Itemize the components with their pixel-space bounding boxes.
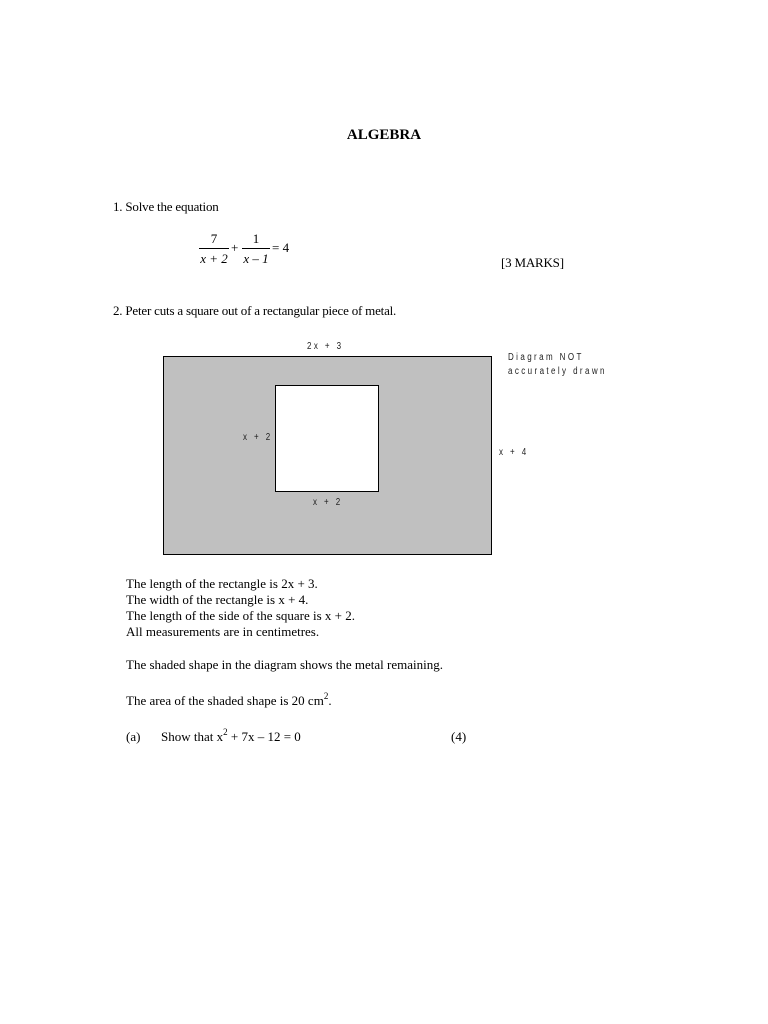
description-block	[126, 576, 355, 640]
part-a-question	[161, 729, 301, 745]
fraction-1-bar	[199, 248, 229, 249]
part-a-exponent: 2	[223, 727, 228, 737]
description-line: The length of the rectangle is 2x + 3.	[126, 576, 318, 591]
description-line: The length of the side of the square is x + 2.	[126, 608, 355, 623]
fraction-2-bar	[242, 248, 270, 249]
fraction-1-numerator: 7	[210, 231, 218, 246]
rectangle-length-label: 2x + 3	[307, 341, 344, 352]
plus-sign: +	[231, 240, 239, 255]
square-side-label-bottom: x + 2	[313, 497, 343, 508]
fraction-2	[242, 231, 270, 267]
square-side-label-left: x + 2	[243, 432, 273, 443]
fraction-1	[199, 231, 229, 267]
diagram-note-line-2: accurately drawn	[508, 366, 607, 377]
part-a-label: (a)	[126, 729, 141, 744]
part-a-text-end: + 7x – 12 = 0	[227, 729, 301, 744]
page-title: ALGEBRA	[346, 127, 422, 143]
part-a-text: Show that x	[161, 729, 224, 744]
area-statement-end: .	[328, 693, 332, 708]
fraction-1-denominator: x + 2	[200, 251, 228, 266]
question-2-prompt: 2. Peter cuts a square out of a rectangular piece of metal.	[113, 303, 397, 318]
diagram-note-line-1: Diagram NOT	[508, 352, 584, 363]
description-line: All measurements are in centimetres.	[126, 624, 320, 639]
area-statement-text: The area of the shaded shape is 20 cm	[126, 693, 324, 708]
question-1-prompt: 1. Solve the equation	[113, 199, 219, 214]
fraction-2-denominator: x – 1	[243, 251, 269, 266]
rectangle-width-label: x + 4	[499, 447, 529, 458]
shaded-shape-text: The shaded shape in the diagram shows the metal remaining.	[126, 657, 443, 672]
area-statement-exponent: 2	[323, 691, 329, 701]
description-line: The width of the rectangle is x + 4.	[126, 592, 309, 607]
question-1-marks: [3 MARKS]	[501, 255, 564, 270]
area-statement	[126, 693, 332, 709]
part-a-marks: (4)	[451, 729, 467, 744]
fraction-2-numerator: 1	[252, 231, 260, 246]
cut-out-square	[275, 385, 379, 492]
equation-rhs: = 4	[272, 240, 290, 255]
diagram-note	[508, 351, 607, 379]
